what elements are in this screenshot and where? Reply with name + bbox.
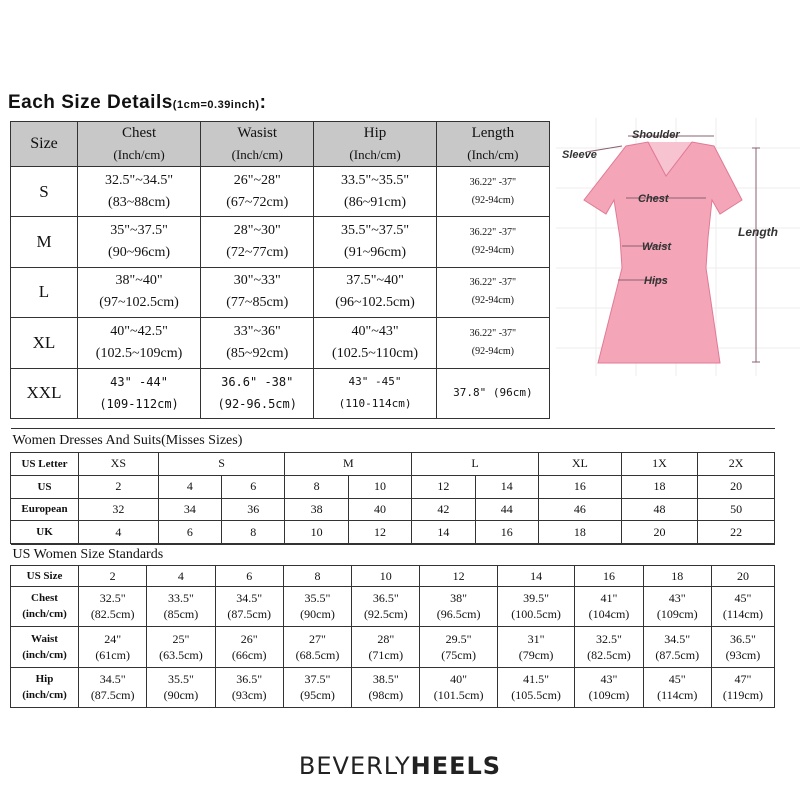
chest-cm: (109-112cm) xyxy=(99,397,179,412)
table-cell: 42 xyxy=(412,498,475,521)
hip-cell xyxy=(314,167,436,217)
waist-cell xyxy=(201,167,314,217)
cm-value: (119cm) xyxy=(722,688,764,703)
inch-value: 37.5" xyxy=(304,672,331,687)
table-cell xyxy=(352,667,420,707)
length-cell xyxy=(436,217,549,267)
table-cell xyxy=(575,627,643,667)
length-cell xyxy=(436,368,549,418)
table-cell xyxy=(497,667,574,707)
us-letter-label: US Letter xyxy=(11,453,79,476)
table-cell: 38 xyxy=(285,498,348,521)
table-row xyxy=(11,627,775,667)
brand-light: BEVERLY xyxy=(298,752,411,780)
shoulder-label: Shoulder xyxy=(632,129,680,141)
waist-inch: 33"~36" xyxy=(233,323,281,339)
table-cell xyxy=(711,586,774,626)
hip-cell xyxy=(314,368,436,418)
row-label xyxy=(11,667,79,707)
table-cell xyxy=(283,586,351,626)
chest-cm: (102.5~109cm) xyxy=(95,345,183,361)
table-cell: 4 xyxy=(158,475,221,498)
size-cell: 12 xyxy=(420,565,497,586)
cm-value: (82.5cm) xyxy=(587,647,631,662)
table-cell xyxy=(352,586,420,626)
table-cell: 14 xyxy=(475,475,538,498)
table-cell xyxy=(283,627,351,667)
table-cell xyxy=(79,627,147,667)
chest-cm: (90~96cm) xyxy=(108,245,171,261)
hip-inch: 40"~43" xyxy=(351,323,399,339)
inch-value: 36.5" xyxy=(729,631,756,646)
row-label-name: Waist xyxy=(31,632,58,645)
letter-cell: XS xyxy=(79,453,159,476)
cm-value: (114cm) xyxy=(657,688,698,703)
row-label xyxy=(11,586,79,626)
table-row xyxy=(11,318,550,368)
table-cell: 46 xyxy=(538,498,621,521)
size-cell: 4 xyxy=(147,565,215,586)
table-cell: 6 xyxy=(222,475,285,498)
size-cell: 16 xyxy=(575,565,643,586)
length-inch: 36.22" -37" xyxy=(469,327,517,339)
size-cell: XXL xyxy=(11,368,78,418)
us-size-label: US Size xyxy=(11,565,79,586)
table-row xyxy=(11,368,550,418)
inch-value: 26" xyxy=(240,631,258,646)
table-cell xyxy=(420,627,497,667)
table-cell xyxy=(711,627,774,667)
table-cell: 22 xyxy=(698,521,775,544)
hip-inch: 43" -45" xyxy=(348,375,402,389)
chest-inch: 38"~40" xyxy=(115,273,163,289)
length-cell xyxy=(436,167,549,217)
waist-cell xyxy=(201,217,314,267)
table-cell: 44 xyxy=(475,498,538,521)
inch-value: 35.5" xyxy=(304,591,331,606)
table-cell: 8 xyxy=(285,475,348,498)
size-cell: 20 xyxy=(711,565,774,586)
chest-cell xyxy=(78,318,201,368)
waist-cm: (72~77cm) xyxy=(226,245,289,261)
length-cm: (92-94cm) xyxy=(471,295,514,307)
dresses-title: Women Dresses And Suits(Misses Sizes) xyxy=(11,429,775,453)
header-waist-unit: (Inch/cm) xyxy=(231,147,283,162)
table-cell xyxy=(215,586,283,626)
sleeve-label: Sleeve xyxy=(562,149,597,161)
table-cell: 36 xyxy=(222,498,285,521)
row-label-name: Chest xyxy=(31,592,58,605)
letter-cell: M xyxy=(285,453,412,476)
row-label-unit: (inch/cm) xyxy=(22,689,67,702)
cm-value: (93cm) xyxy=(231,688,267,703)
header-size-label: Size xyxy=(30,135,58,152)
inch-value: 27" xyxy=(309,631,326,646)
table-row xyxy=(11,586,775,626)
hip-cm: (96~102.5cm) xyxy=(335,295,415,311)
waist-cell xyxy=(201,267,314,317)
length-label: Length xyxy=(738,225,778,239)
inch-value: 47" xyxy=(734,672,752,687)
table-cell xyxy=(711,667,774,707)
table-cell: 6 xyxy=(158,521,221,544)
header-length-label: Length xyxy=(471,125,515,141)
inch-value: 45" xyxy=(734,591,752,606)
length-cell xyxy=(436,318,549,368)
hip-inch: 37.5"~40" xyxy=(346,273,404,289)
table-row xyxy=(11,453,775,476)
cm-value: (92.5cm) xyxy=(363,607,408,622)
table-cell xyxy=(643,667,711,707)
hip-inch: 35.5"~37.5" xyxy=(341,223,410,239)
inch-value: 34.5" xyxy=(236,591,263,606)
cm-value: (75cm) xyxy=(441,647,476,662)
length-inch: 36.22" -37" xyxy=(469,227,517,239)
header-length-unit: (Inch/cm) xyxy=(467,147,519,162)
waist-cm: (85~92cm) xyxy=(226,345,289,361)
inch-value: 45" xyxy=(668,672,686,687)
letter-cell: L xyxy=(412,453,539,476)
chest-cell xyxy=(78,217,201,267)
table-cell: 48 xyxy=(621,498,697,521)
length-cm: (92-94cm) xyxy=(471,345,514,357)
length-inch: 36.22" -37" xyxy=(469,176,517,188)
waist-inch: 30"~33" xyxy=(233,273,281,289)
waist-inch: 36.6" -38" xyxy=(221,375,294,390)
us-size-standards-table xyxy=(10,544,775,708)
cm-value: (61cm) xyxy=(95,647,130,662)
chest-inch: 32.5"~34.5" xyxy=(105,172,174,188)
waist-inch: 28"~30" xyxy=(233,223,281,239)
cm-value: (82.5cm) xyxy=(90,607,135,622)
hip-cm: (102.5~110cm) xyxy=(332,345,419,361)
cm-value: (85cm) xyxy=(163,607,199,622)
table-cell xyxy=(147,667,215,707)
standards-title: US Women Size Standards xyxy=(11,545,775,566)
table-cell: 14 xyxy=(412,521,475,544)
length-inch: 37.8" (96cm) xyxy=(453,386,533,400)
cm-value: (114cm) xyxy=(722,607,764,622)
chest-cell xyxy=(78,267,201,317)
cm-value: (66cm) xyxy=(231,647,267,662)
waist-cm: (67~72cm) xyxy=(226,194,289,210)
letter-cell: 1X xyxy=(621,453,697,476)
cm-value: (63.5cm) xyxy=(159,647,203,662)
letter-cell: XL xyxy=(538,453,621,476)
size-cell: 14 xyxy=(497,565,574,586)
header-chest xyxy=(78,122,201,167)
page-heading xyxy=(8,92,266,114)
hip-cell xyxy=(314,217,436,267)
chest-inch: 35"~37.5" xyxy=(110,223,168,239)
inch-value: 32.5" xyxy=(99,591,126,606)
hip-cm: (86~91cm) xyxy=(344,194,407,210)
cm-value: (109cm) xyxy=(588,688,630,703)
waist-cell xyxy=(201,368,314,418)
table-cell xyxy=(497,627,574,667)
table-cell xyxy=(420,586,497,626)
dresses-title-row xyxy=(11,429,775,453)
length-cm: (92-94cm) xyxy=(471,245,514,257)
row-label-unit: (inch/cm) xyxy=(22,648,67,661)
table-row xyxy=(11,267,550,317)
waist-cm: (92-96.5cm) xyxy=(217,397,297,412)
table-cell: 20 xyxy=(621,521,697,544)
table-cell: 10 xyxy=(285,521,348,544)
table-cell: 50 xyxy=(698,498,775,521)
cm-value: (93cm) xyxy=(725,647,761,662)
table-cell xyxy=(575,667,643,707)
chest-inch: 43" -44" xyxy=(110,375,168,390)
table-cell: 32 xyxy=(79,498,159,521)
cm-value: (87.5cm) xyxy=(227,607,272,622)
hip-cm: (110-114cm) xyxy=(338,397,412,411)
cm-value: (71cm) xyxy=(368,647,404,662)
table-cell xyxy=(215,667,283,707)
header-hip-label: Hip xyxy=(363,125,387,141)
table-cell xyxy=(215,627,283,667)
table-cell: 34 xyxy=(158,498,221,521)
size-cell: XL xyxy=(11,318,78,368)
table-cell xyxy=(79,586,147,626)
heading-title: Each Size Details xyxy=(8,92,173,113)
table-cell: 12 xyxy=(348,521,411,544)
dress-diagram xyxy=(556,118,800,376)
inch-value: 32.5" xyxy=(596,631,622,646)
inch-value: 41" xyxy=(600,591,618,606)
header-waist xyxy=(201,122,314,167)
cm-value: (100.5cm) xyxy=(511,607,561,622)
hip-cell xyxy=(314,267,436,317)
table-cell xyxy=(420,667,497,707)
row-label-unit: (inch/cm) xyxy=(22,608,67,621)
hip-inch: 33.5"~35.5" xyxy=(341,172,410,188)
cm-value: (87.5cm) xyxy=(655,647,700,662)
row-label xyxy=(11,627,79,667)
table-cell xyxy=(497,586,574,626)
inch-value: 28" xyxy=(377,631,395,646)
table-cell: 4 xyxy=(79,521,159,544)
cm-value: (90cm) xyxy=(163,688,199,703)
inch-value: 38.5" xyxy=(372,672,399,687)
header-hip-unit: (Inch/cm) xyxy=(349,147,401,162)
table-cell xyxy=(643,627,711,667)
length-inch: 36.22" -37" xyxy=(469,277,517,289)
size-cell: L xyxy=(11,267,78,317)
size-cell: 8 xyxy=(283,565,351,586)
length-cell xyxy=(436,267,549,317)
table-cell xyxy=(147,627,215,667)
chest-cm: (83~88cm) xyxy=(108,194,171,210)
brand-logo xyxy=(0,752,800,780)
cm-value: (96.5cm) xyxy=(436,607,481,622)
table-cell: 16 xyxy=(538,475,621,498)
header-size xyxy=(11,122,78,167)
inch-value: 43" xyxy=(600,672,618,687)
standards-title-row xyxy=(11,545,775,566)
cm-value: (79cm) xyxy=(518,647,554,662)
table-cell xyxy=(147,586,215,626)
size-cell: 2 xyxy=(79,565,147,586)
row-label: US xyxy=(11,475,79,498)
heading-colon: : xyxy=(259,92,267,113)
cm-value: (101.5cm) xyxy=(433,688,484,703)
header-waist-label: Wasist xyxy=(237,125,278,141)
table-row xyxy=(11,521,775,544)
inch-value: 29.5" xyxy=(445,631,472,646)
table-cell xyxy=(283,667,351,707)
cm-value: (87.5cm) xyxy=(90,688,135,703)
table-cell xyxy=(643,586,711,626)
table-cell: 16 xyxy=(475,521,538,544)
table-row xyxy=(11,498,775,521)
inch-value: 34.5" xyxy=(99,672,126,687)
table-cell: 20 xyxy=(698,475,775,498)
size-cell: 6 xyxy=(215,565,283,586)
size-cell: M xyxy=(11,217,78,267)
inch-value: 41.5" xyxy=(523,672,550,687)
table-cell xyxy=(79,667,147,707)
cm-value: (98cm) xyxy=(368,688,404,703)
chest-cell xyxy=(78,368,201,418)
table-cell: 8 xyxy=(222,521,285,544)
header-chest-label: Chest xyxy=(121,125,157,141)
header-length xyxy=(436,122,549,167)
women-dresses-table xyxy=(10,428,775,544)
table-cell: 40 xyxy=(348,498,411,521)
cm-value: (68.5cm) xyxy=(295,647,340,662)
inch-value: 40" xyxy=(450,672,468,687)
size-details-table xyxy=(10,121,550,419)
row-label: European xyxy=(11,498,79,521)
inch-value: 39.5" xyxy=(523,591,550,606)
size-cell: S xyxy=(11,167,78,217)
inch-value: 33.5" xyxy=(167,591,194,606)
chest-cell xyxy=(78,167,201,217)
table-cell xyxy=(352,627,420,667)
table-row xyxy=(11,167,550,217)
table-cell: 10 xyxy=(348,475,411,498)
table-row xyxy=(11,475,775,498)
heading-subtitle: (1cm=0.39inch) xyxy=(172,99,260,111)
row-label: UK xyxy=(11,521,79,544)
table-cell: 12 xyxy=(412,475,475,498)
inch-value: 34.5" xyxy=(664,631,691,646)
inch-value: 25" xyxy=(172,631,190,646)
hips-label: Hips xyxy=(644,275,668,287)
table-row xyxy=(11,217,550,267)
cm-value: (90cm) xyxy=(300,607,335,622)
table-cell: 18 xyxy=(538,521,621,544)
cm-value: (109cm) xyxy=(656,607,698,622)
cm-value: (104cm) xyxy=(588,607,630,622)
waist-label: Waist xyxy=(642,241,672,253)
letter-cell: 2X xyxy=(698,453,775,476)
cm-value: (95cm) xyxy=(300,688,335,703)
inch-value: 36.5" xyxy=(372,591,399,606)
table-row xyxy=(11,667,775,707)
inch-value: 31" xyxy=(527,631,545,646)
table-cell: 18 xyxy=(621,475,697,498)
size-cell: 18 xyxy=(643,565,711,586)
chest-inch: 40"~42.5" xyxy=(110,323,168,339)
waist-inch: 26"~28" xyxy=(233,172,281,188)
hip-cm: (91~96cm) xyxy=(344,245,407,261)
header-hip xyxy=(314,122,436,167)
header-chest-unit: (Inch/cm) xyxy=(113,147,165,162)
row-label-name: Hip xyxy=(35,673,54,686)
letter-cell: S xyxy=(158,453,285,476)
inch-value: 35.5" xyxy=(167,672,194,687)
waist-cm: (77~85cm) xyxy=(226,295,289,311)
waist-cell xyxy=(201,318,314,368)
inch-value: 38" xyxy=(450,591,468,606)
cm-value: (105.5cm) xyxy=(511,688,561,703)
table-row xyxy=(11,565,775,586)
inch-value: 43" xyxy=(668,591,686,606)
table-cell xyxy=(575,586,643,626)
chest-label: Chest xyxy=(638,193,669,205)
inch-value: 36.5" xyxy=(236,672,263,687)
length-cm: (92-94cm) xyxy=(471,194,514,206)
chest-cm: (97~102.5cm) xyxy=(99,295,179,311)
table-cell: 2 xyxy=(79,475,159,498)
hip-cell xyxy=(314,318,436,368)
brand-bold: HEELS xyxy=(410,752,502,780)
size-cell: 10 xyxy=(352,565,420,586)
inch-value: 24" xyxy=(104,631,122,646)
size-table-header-row xyxy=(11,122,550,167)
